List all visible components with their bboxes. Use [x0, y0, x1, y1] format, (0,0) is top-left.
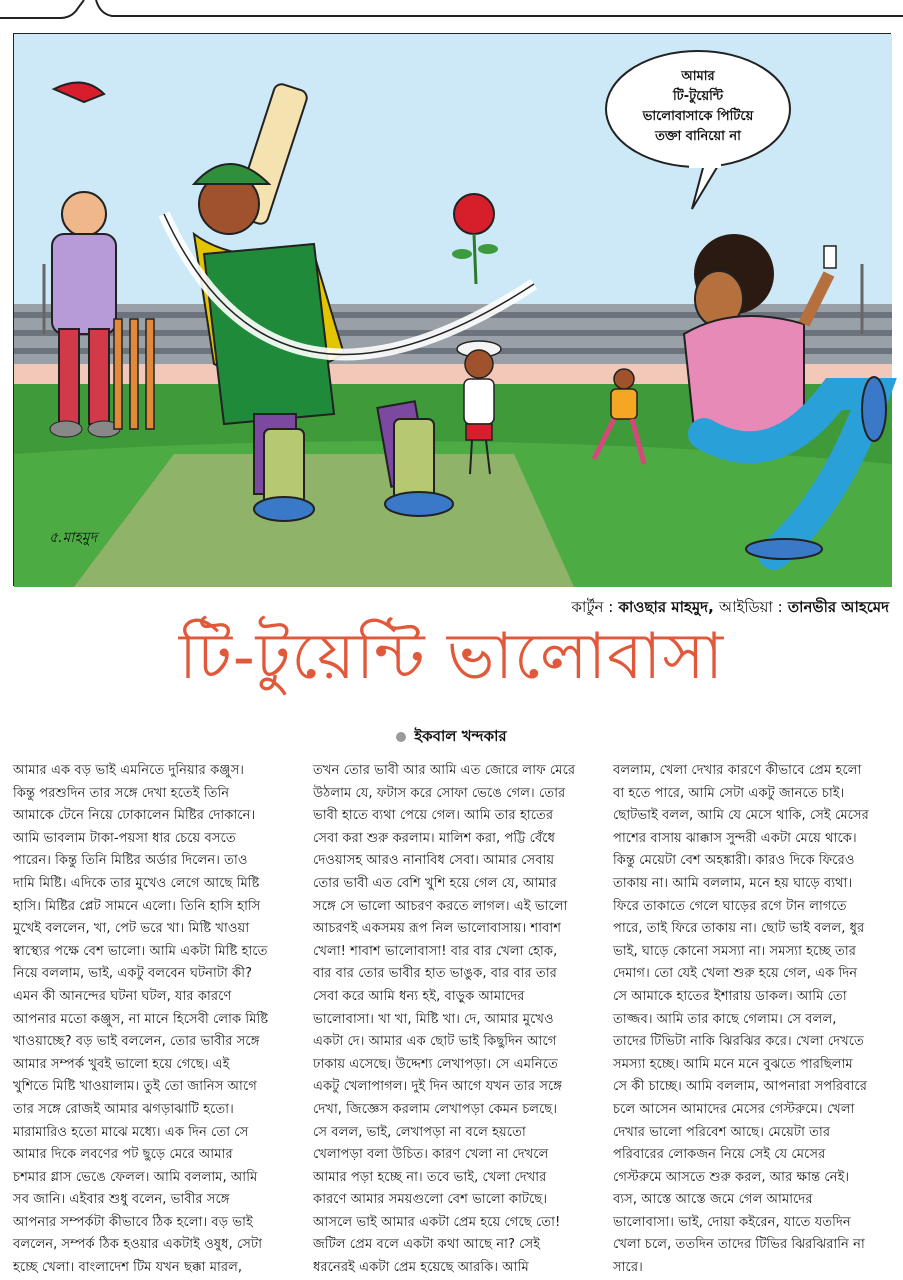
article-text-line: বার বার তোর ভাবীর হাত ভাঙুক, বার বার তার	[313, 966, 557, 982]
article-text-line: আমার দিকে লবণের পট ছুড়ে মেরে আমার	[13, 1147, 233, 1163]
article-text-line: আমার সম্পর্ক খুবই ভালো হয়ে গেছে। এই	[13, 1056, 230, 1072]
article-text-line: খেলা চলে, ততদিন তাদের টিভির ঝিরঝিরানি না	[613, 1237, 865, 1253]
article-text-line: মুখেই বললেন, খা, পেট ভরে খা। মিষ্টি খাওয়া	[13, 921, 250, 937]
article-text-line: পারে, তাই ফিরে তাকায় না। ছোট ভাই বলল, ধুর	[613, 921, 865, 937]
article-text-line: খুশিতে মিষ্টি খাওয়ালাম। তুই তো জানিস আগে	[13, 1079, 257, 1095]
article-text-line: আসলে ভাই আমার একটা প্রেম হয়ে গেছে তো!	[313, 1214, 561, 1230]
article-text-line: সারে।	[613, 1260, 643, 1276]
article-text-line: গেস্টরুমে আসতে শুরু করল, আর ক্ষান্ত নেই।	[613, 1169, 850, 1185]
article-text-line: আপনার সম্পর্কটা কীভাবে ঠিক হলো। বড় ভাই	[13, 1214, 253, 1230]
article-text-line: খেলা! শাবাশ ভালোবাসা! বার বার খেলা হোক,	[313, 943, 558, 959]
article-text-line: সে বলল, ভাই, লেখাপড়া না বলে হয়তো	[313, 1124, 526, 1140]
article-text-line: দেমাগ। তো যেই খেলা শুরু হয়ে গেল, এক দিন	[613, 966, 858, 982]
article-text-line: পারেন। কিন্তু তিনি মিষ্টির অর্ডার দিলেন। তাও	[13, 853, 248, 869]
article-text-line: আচরণই একসময় রূপ নিল ভালোবাসায়। শাবাশ	[313, 921, 562, 937]
artist-signature: ৫.মাহমুদ	[49, 530, 97, 546]
article-text-line: হাসি। মিষ্টির প্লেট সামনে এলো। তিনি হাসি হাসি	[13, 898, 261, 914]
article-text-line: সেবা করে আমি ধন্য হই, বাড়ুক আমাদের	[313, 988, 525, 1004]
article-text-line: দেখার ভালো পরিবেশ আছে। মেয়েটা তার	[613, 1124, 831, 1140]
article-text-line: দামি মিষ্টি। এদিকে তার মুখেও লেগে আছে মিষ্টি	[13, 875, 260, 891]
article-text-line: একটু খেলাপাগল। দুই দিন আগে যখন তার সঙ্গে	[313, 1079, 562, 1095]
article-text-line: কিন্তু মেয়েটা বেশ অহঙ্কারী। কারও দিকে ফিরেও	[613, 853, 855, 869]
cricket-cartoon-illustration	[13, 33, 891, 586]
article-text-line: সে আমাকে হাতের ইশারায় ডাকল। আমি তো	[613, 988, 847, 1004]
article-text-line: ভাবী হাতে ব্যথা পেয়ে গেল। আমি তার হাতের	[313, 808, 554, 824]
article-text-line: ব্যস, আস্তে আস্তে জমে গেল আমাদের	[613, 1192, 813, 1208]
article-text-line: ভালোবাসা। ভাই, দোয়া কইরেন, যাতে যতদিন	[613, 1214, 851, 1230]
cartoon-credit-name: কাওছার মাহমুদ,	[618, 598, 714, 616]
article-text-line: আমার পড়া হচ্ছে না। তবে ভাই, খেলা দেখার	[313, 1169, 547, 1185]
article-text-line: আমার এক বড় ভাই এমনিতে দুনিয়ার কঞ্জুস।	[13, 763, 244, 778]
article-text-line: খাওয়াচ্ছে? বড় ভাই বললেন, তোর ভাবীর সঙ্গে	[13, 1034, 260, 1050]
cartoon-credit-label: কার্টুন :	[571, 598, 614, 616]
speech-line-2: টি-টুয়েন্টি	[672, 89, 724, 104]
article-text-line: নিয়ে বললাম, ভাই, একটু বলবেন ঘটনাটা কী?	[13, 966, 253, 982]
article-text-line: দেওয়াসহ আরও নানাবিধ সেবা। আমার সেবায়	[313, 853, 555, 869]
article-text-line: ফিরে তাকাতে গেলে ঘাড়ের রগে টান লাগতে	[613, 898, 847, 914]
article-text-line: তাজ্জব। আমি তার কাছে গেলাম। সে বলল,	[613, 1011, 837, 1027]
article-text-line: তার সঙ্গে রোজই আমার ঝগড়াঝাটি হতো।	[13, 1101, 234, 1117]
article-text-line: ধরনেরই একটা প্রেম হয়েছে আরকি। আমি	[313, 1260, 529, 1276]
article-text-line: পরিবারের লোকজন নিয়ে সেই যে মেসের	[613, 1147, 826, 1163]
byline-bullet-icon	[396, 732, 406, 742]
article-text-line: বললাম, খেলা দেখার কারণে কীভাবে প্রেম হলো	[613, 763, 862, 778]
idea-credit-name: তানভীর আহমেদ	[787, 598, 889, 616]
article-text-line: একটা দে। আমার এক ছোট ভাই কিছুদিন আগে	[313, 1034, 557, 1050]
page-top-frame	[0, 0, 903, 30]
article-text-line: চশমার গ্লাস ভেঙে ফেলল। আমি বললাম, আমি	[13, 1169, 258, 1185]
article-text-line: আপনার মতো কঞ্জুস, না মানে হিসেবী লোক মিষ্টি	[13, 1011, 269, 1027]
article-text-line: খেলাপড়া বলা উচিত। কারণ খেলা না দেখলে	[313, 1147, 549, 1163]
article-column-2	[313, 760, 597, 1280]
article-text-line: ভালোবাসা। খা খা, মিষ্টি খা। দে, আমার মুখেও	[313, 1011, 554, 1027]
author-name: ইকবাল খন্দকার	[414, 727, 507, 745]
article-text-line: ছোটভাই বলল, আমি যে মেসে থাকি, সেই মেসের	[613, 808, 869, 824]
article-text-line: আমাকে টেনে নিয়ে ঢোকালেন মিষ্টির দোকানে।	[13, 808, 256, 824]
article-text-line: উঠলাম যে, ফটাস করে সোফা ভেঙে গেল। তোর	[313, 785, 566, 801]
article-text-line: সঙ্গে সে ভালো আচরণ করতে লাগল। এই ভালো	[313, 898, 568, 914]
article-text-line: সেবা করা শুরু করলাম। মালিশ করা, পট্টি বেঁধে	[313, 830, 555, 846]
article-text-line: জটিল প্রেম বলে একটা কথা আছে না? সেই	[313, 1237, 541, 1253]
article-text-line: পাশের বাসায় ঝাক্কাস সুন্দরী একটা মেয়ে থাকে।	[613, 830, 857, 846]
article-text-line: চলে আসেন আমাদের মেসের গেস্টরুমে। খেলা	[613, 1101, 855, 1117]
article-column-1	[13, 760, 297, 1280]
idea-credit-label: আইডিয়া :	[719, 598, 783, 616]
speech-line-4: তক্তা বানিয়ো না	[655, 129, 741, 144]
article-text-line: আমি ভাবলাম টাকা-পয়সা ধার চেয়ে বসতে	[13, 830, 236, 846]
article-text-line: সব জানি। এইবার শুধু বলেন, ভাবীর সঙ্গে	[13, 1192, 230, 1208]
article-text-line: তাদের টিভিটা নাকি ঝিরঝির করে। খেলা দেখতে	[613, 1034, 864, 1050]
article-text-line: হচ্ছে খেলা। বাংলাদেশ টিম যখন ছক্কা মারল,	[13, 1260, 243, 1276]
article-text-line: স্বাস্থ্যের পক্ষে বেশ ভালো। আমি একটা মিষ্টি হাতে	[13, 943, 268, 959]
article-text-line: মারামারিও হতো মাঝে মধ্যে। এক দিন তো সে	[13, 1124, 249, 1140]
article-text-line: তখন তোর ভাবী আর আমি এত জোরে লাফ মেরে	[313, 763, 576, 778]
article-text-line: বললেন, সম্পর্ক ঠিক হওয়ার একটাই ওষুধ, সেটা	[13, 1237, 263, 1253]
article-text-line: কিন্তু পরশুদিন তার সঙ্গে দেখা হতেই তিনি	[13, 785, 230, 801]
speech-line-3: ভালোবাসাকে পিটিয়ে	[642, 109, 754, 124]
article-text-line: দেখা, জিজ্ঞেস করলাম লেখাপড়া কেমন চলছে।	[313, 1101, 558, 1117]
article-text-line: কারণে আমার সময়গুলো বেশ ভালো কাটছে।	[313, 1192, 548, 1208]
article-column-3	[613, 760, 897, 1280]
article-text-line: ভাই, ঘাড়ে কোনো সমস্যা না। সমস্যা হচ্ছে তার	[613, 943, 857, 959]
article-headline: টি-টুয়েন্টি ভালোবাসা	[178, 620, 725, 694]
article-text-line: তাকায় না। আমি বললাম, মনে হয় ঘাড়ে ব্যথা।	[613, 875, 853, 891]
article-text-line: সমস্যা হচ্ছে। আমি মনে মনে বুঝতে পারছিলাম	[613, 1056, 853, 1072]
article-text-line: এমন কী আনন্দের ঘটনা ঘটল, যার কারণে	[13, 988, 232, 1004]
article-text-line: ঢাকায় এসেছে। উদ্দেশ্য লেখাপড়া। সে এমনিতে	[313, 1056, 558, 1072]
article-text-line: সে কী চাচ্ছে। আমি বললাম, আপনারা সপরিবারে	[613, 1079, 867, 1095]
article-text-line: বা হতে পারে, আমি সেটা একটু জানতে চাই।	[613, 785, 845, 801]
article-byline	[0, 725, 903, 750]
article-text-line: তোর ভাবী এত বেশি খুশি হয়ে গেল যে, আমার	[313, 875, 557, 891]
speech-line-1: আমার	[681, 69, 715, 84]
